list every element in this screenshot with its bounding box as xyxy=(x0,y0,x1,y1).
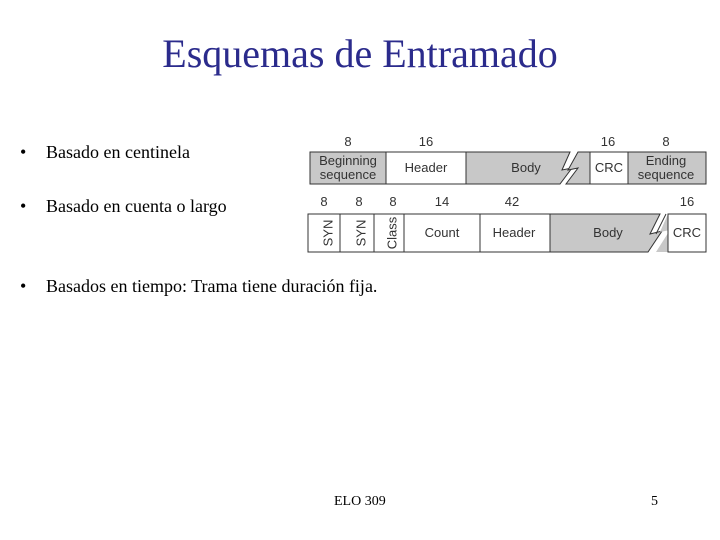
size-label: 8 xyxy=(344,134,352,149)
field-label: Header xyxy=(404,160,448,175)
slide-title: Esquemas de Entramado xyxy=(162,31,558,76)
field-label: Header xyxy=(492,225,536,240)
size-label: 16 xyxy=(679,194,695,209)
bullet-dot: • xyxy=(20,196,27,216)
count-frame xyxy=(308,194,706,252)
bullet-text: Basado en centinela xyxy=(46,142,190,162)
size-label: 16 xyxy=(600,134,616,149)
field-label: Count xyxy=(424,225,460,240)
field-label: Class xyxy=(384,216,400,250)
size-label: 42 xyxy=(504,194,520,209)
field-label: Body xyxy=(593,225,623,240)
size-label: 16 xyxy=(418,134,434,149)
field-label: Body xyxy=(511,160,541,175)
size-label: 8 xyxy=(389,194,397,209)
bullet-text: Basados en tiempo: Trama tiene duración fija. xyxy=(46,276,378,296)
field-label: Beginning xyxy=(319,153,377,168)
size-label: 14 xyxy=(434,194,450,209)
size-label: 8 xyxy=(355,194,363,209)
footer-course: ELO 309 xyxy=(334,494,386,509)
field-label: Ending xyxy=(645,153,687,168)
bullet-text: Basado en cuenta o largo xyxy=(46,196,227,216)
field-label: CRC xyxy=(672,225,702,240)
bullet-dot: • xyxy=(20,276,27,296)
field-label: sequence xyxy=(637,167,695,182)
page-number: 5 xyxy=(651,494,658,509)
size-label: 8 xyxy=(320,194,328,209)
field-label: CRC xyxy=(594,160,624,175)
field-body-cont xyxy=(566,152,590,184)
field-label: sequence xyxy=(319,167,377,182)
field-label: SYN xyxy=(353,219,369,247)
field-label: SYN xyxy=(320,219,336,247)
sentinel-frame xyxy=(310,134,706,184)
bullet-dot: • xyxy=(20,142,27,162)
size-label: 8 xyxy=(662,134,670,149)
